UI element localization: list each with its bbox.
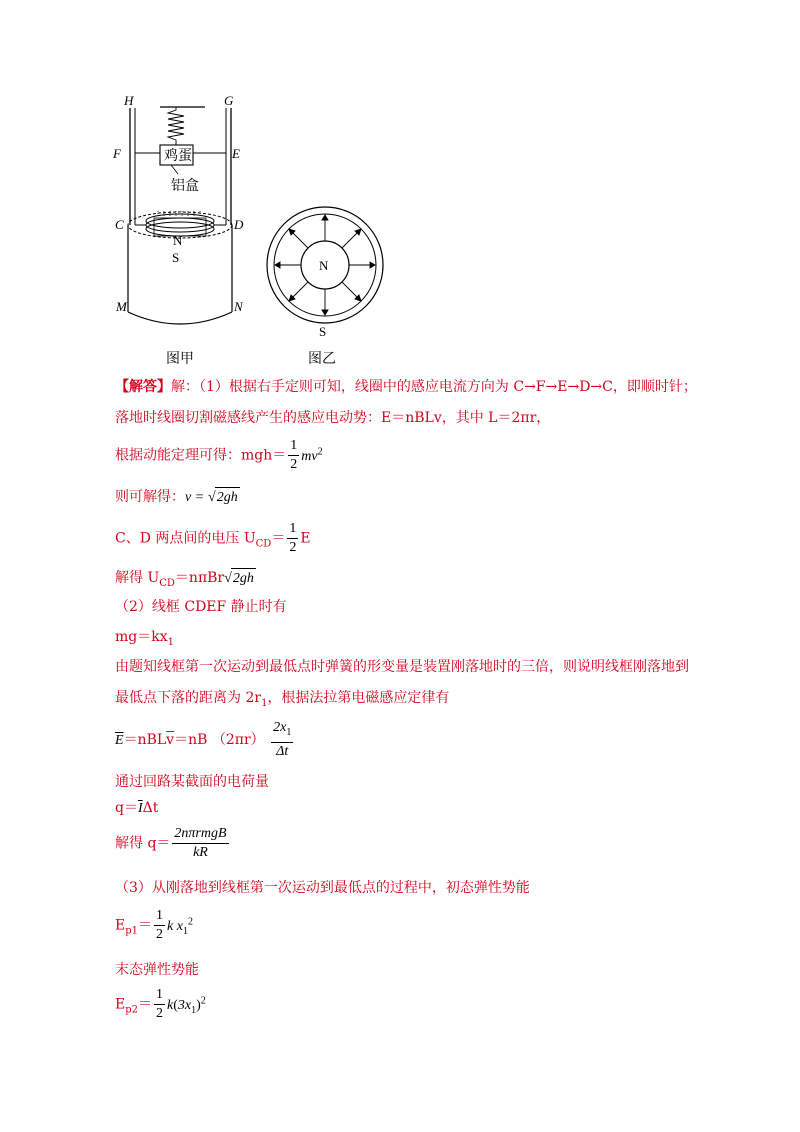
- solution-line-3: 根据动能定理可得：mgh＝ $\frac{1}{2}$ $mv^2$: [115, 438, 323, 472]
- caption-left: 图甲: [166, 352, 194, 367]
- label-M: M: [116, 299, 127, 314]
- l14-prefix: 解得 q＝: [115, 835, 171, 852]
- solution-tag: 【解答】: [115, 379, 171, 395]
- magnet-n-label: N: [173, 233, 183, 248]
- right-s-label: S: [319, 324, 327, 339]
- l10-end: ，根据法拉第电磁感应定律有: [267, 690, 450, 706]
- l13-I: $\overline{I}$: [137, 801, 143, 816]
- label-F: F: [113, 146, 121, 161]
- label-N: N: [234, 299, 243, 314]
- egg-label: 鸡蛋: [164, 149, 192, 164]
- label-H: H: [124, 93, 134, 108]
- l18-mid: ＝: [138, 996, 152, 1013]
- l8-prefix: mg＝kx: [115, 629, 168, 645]
- l5-prefix: C、D 两点间的电压 U: [115, 530, 256, 547]
- l11-after: ＝nB （2πr）: [174, 731, 265, 748]
- solution-line-4: 则可解得：v = √2gh: [115, 487, 240, 508]
- solution-l1: 解：（1）根据右手定则可知，线圈中的感应电流方向为 C→F→E→D→C，即顺时针；: [171, 379, 697, 395]
- l6-prefix: 解得 U: [115, 570, 160, 586]
- solution-line-8: [115, 627, 174, 653]
- physics-figure: [108, 90, 408, 375]
- fraction-half-4: $\frac{1}{2}$: [156, 987, 163, 1021]
- l5-mid: ＝: [271, 530, 286, 547]
- solution-line-15: （3）从刚落地到线框第一次运动到最低点的过程中，初态弹性势能: [115, 880, 530, 896]
- solution-line-10: [115, 688, 449, 714]
- solution-line-9: 由题知线框第一次运动到最低点时弹簧的形变量是装置刚落地时的三倍，则说明线框刚落地到: [115, 659, 689, 675]
- solution-line-7: （2）线框 CDEF 静止时有: [115, 599, 287, 615]
- l5-sub: CD: [255, 538, 272, 550]
- fraction-half-3: $\frac{1}{2}$: [156, 908, 163, 942]
- solution-line-18: $E_{p2}=$ $\frac{1}{2}$ $k(3x_1)^2$: [115, 987, 206, 1021]
- fraction-q: $\frac{\text{2nπrmgB}}{kR}$: [174, 826, 227, 860]
- fraction-half: $\frac{1}{2}$: [290, 438, 298, 472]
- magnet-s-label: S: [172, 250, 180, 265]
- box-label: 铝盒: [171, 179, 199, 194]
- solution-line-16: $E_{p1}=$ $\frac{1}{2}$ k $x_1^2$: [115, 908, 193, 942]
- fraction-half-2: $\frac{1}{2}$: [289, 521, 297, 555]
- l3-prefix: 根据动能定理可得：mgh＝: [115, 447, 287, 464]
- solution-line-2: 落地时线圈切割磁感线产生的感应电动势：E＝nBLv，其中 L＝2πr，: [115, 410, 551, 426]
- l8-sub: 1: [167, 636, 174, 648]
- solution-line-12: 通过回路某截面的电荷量: [115, 774, 269, 790]
- l16-mid: ＝: [138, 917, 152, 934]
- l5-end: E: [300, 530, 311, 547]
- solution-line-5: [115, 520, 311, 557]
- solution-line-11: $\overline{E}=nBL\overline{v}=nB$ （2πr） $\frac{2x_1}{\Delta t}$: [115, 720, 292, 759]
- solution-line-17: 末态弹性势能: [115, 962, 199, 978]
- l18-prefix: E: [115, 996, 126, 1013]
- l11-mid: ＝nBL: [123, 731, 167, 748]
- solution-line-13: [115, 798, 158, 819]
- label-D: D: [234, 217, 244, 232]
- l10-sub: 1: [261, 697, 268, 709]
- l11-v: $\overline{v}$: [166, 731, 175, 748]
- l6-sub: CD: [159, 577, 175, 589]
- l6-mid: ＝nπBr: [174, 570, 225, 586]
- label-G: G: [224, 93, 234, 108]
- l18-sub: p2: [125, 1004, 138, 1016]
- right-n-label: N: [319, 258, 329, 273]
- solution-line-6: 解得 $U_{CD}=n\pi Br√2gh$: [115, 570, 254, 589]
- caption-right: 图乙: [308, 352, 336, 367]
- l4-prefix: 则可解得：: [115, 489, 185, 505]
- l16-sub: p1: [125, 925, 138, 937]
- l10-prefix: 最低点下落的距离为 2r: [115, 690, 262, 706]
- l13-end: Δt: [142, 800, 159, 816]
- solution-line-14: [115, 825, 231, 862]
- solution-line-1: [115, 377, 697, 397]
- label-E: E: [232, 146, 240, 161]
- fraction-2x1-dt: $\frac{2x_1}{\Delta t}$: [273, 720, 292, 759]
- l13-prefix: q＝: [115, 800, 138, 816]
- label-C: C: [115, 217, 124, 232]
- l16-prefix: E: [115, 917, 126, 934]
